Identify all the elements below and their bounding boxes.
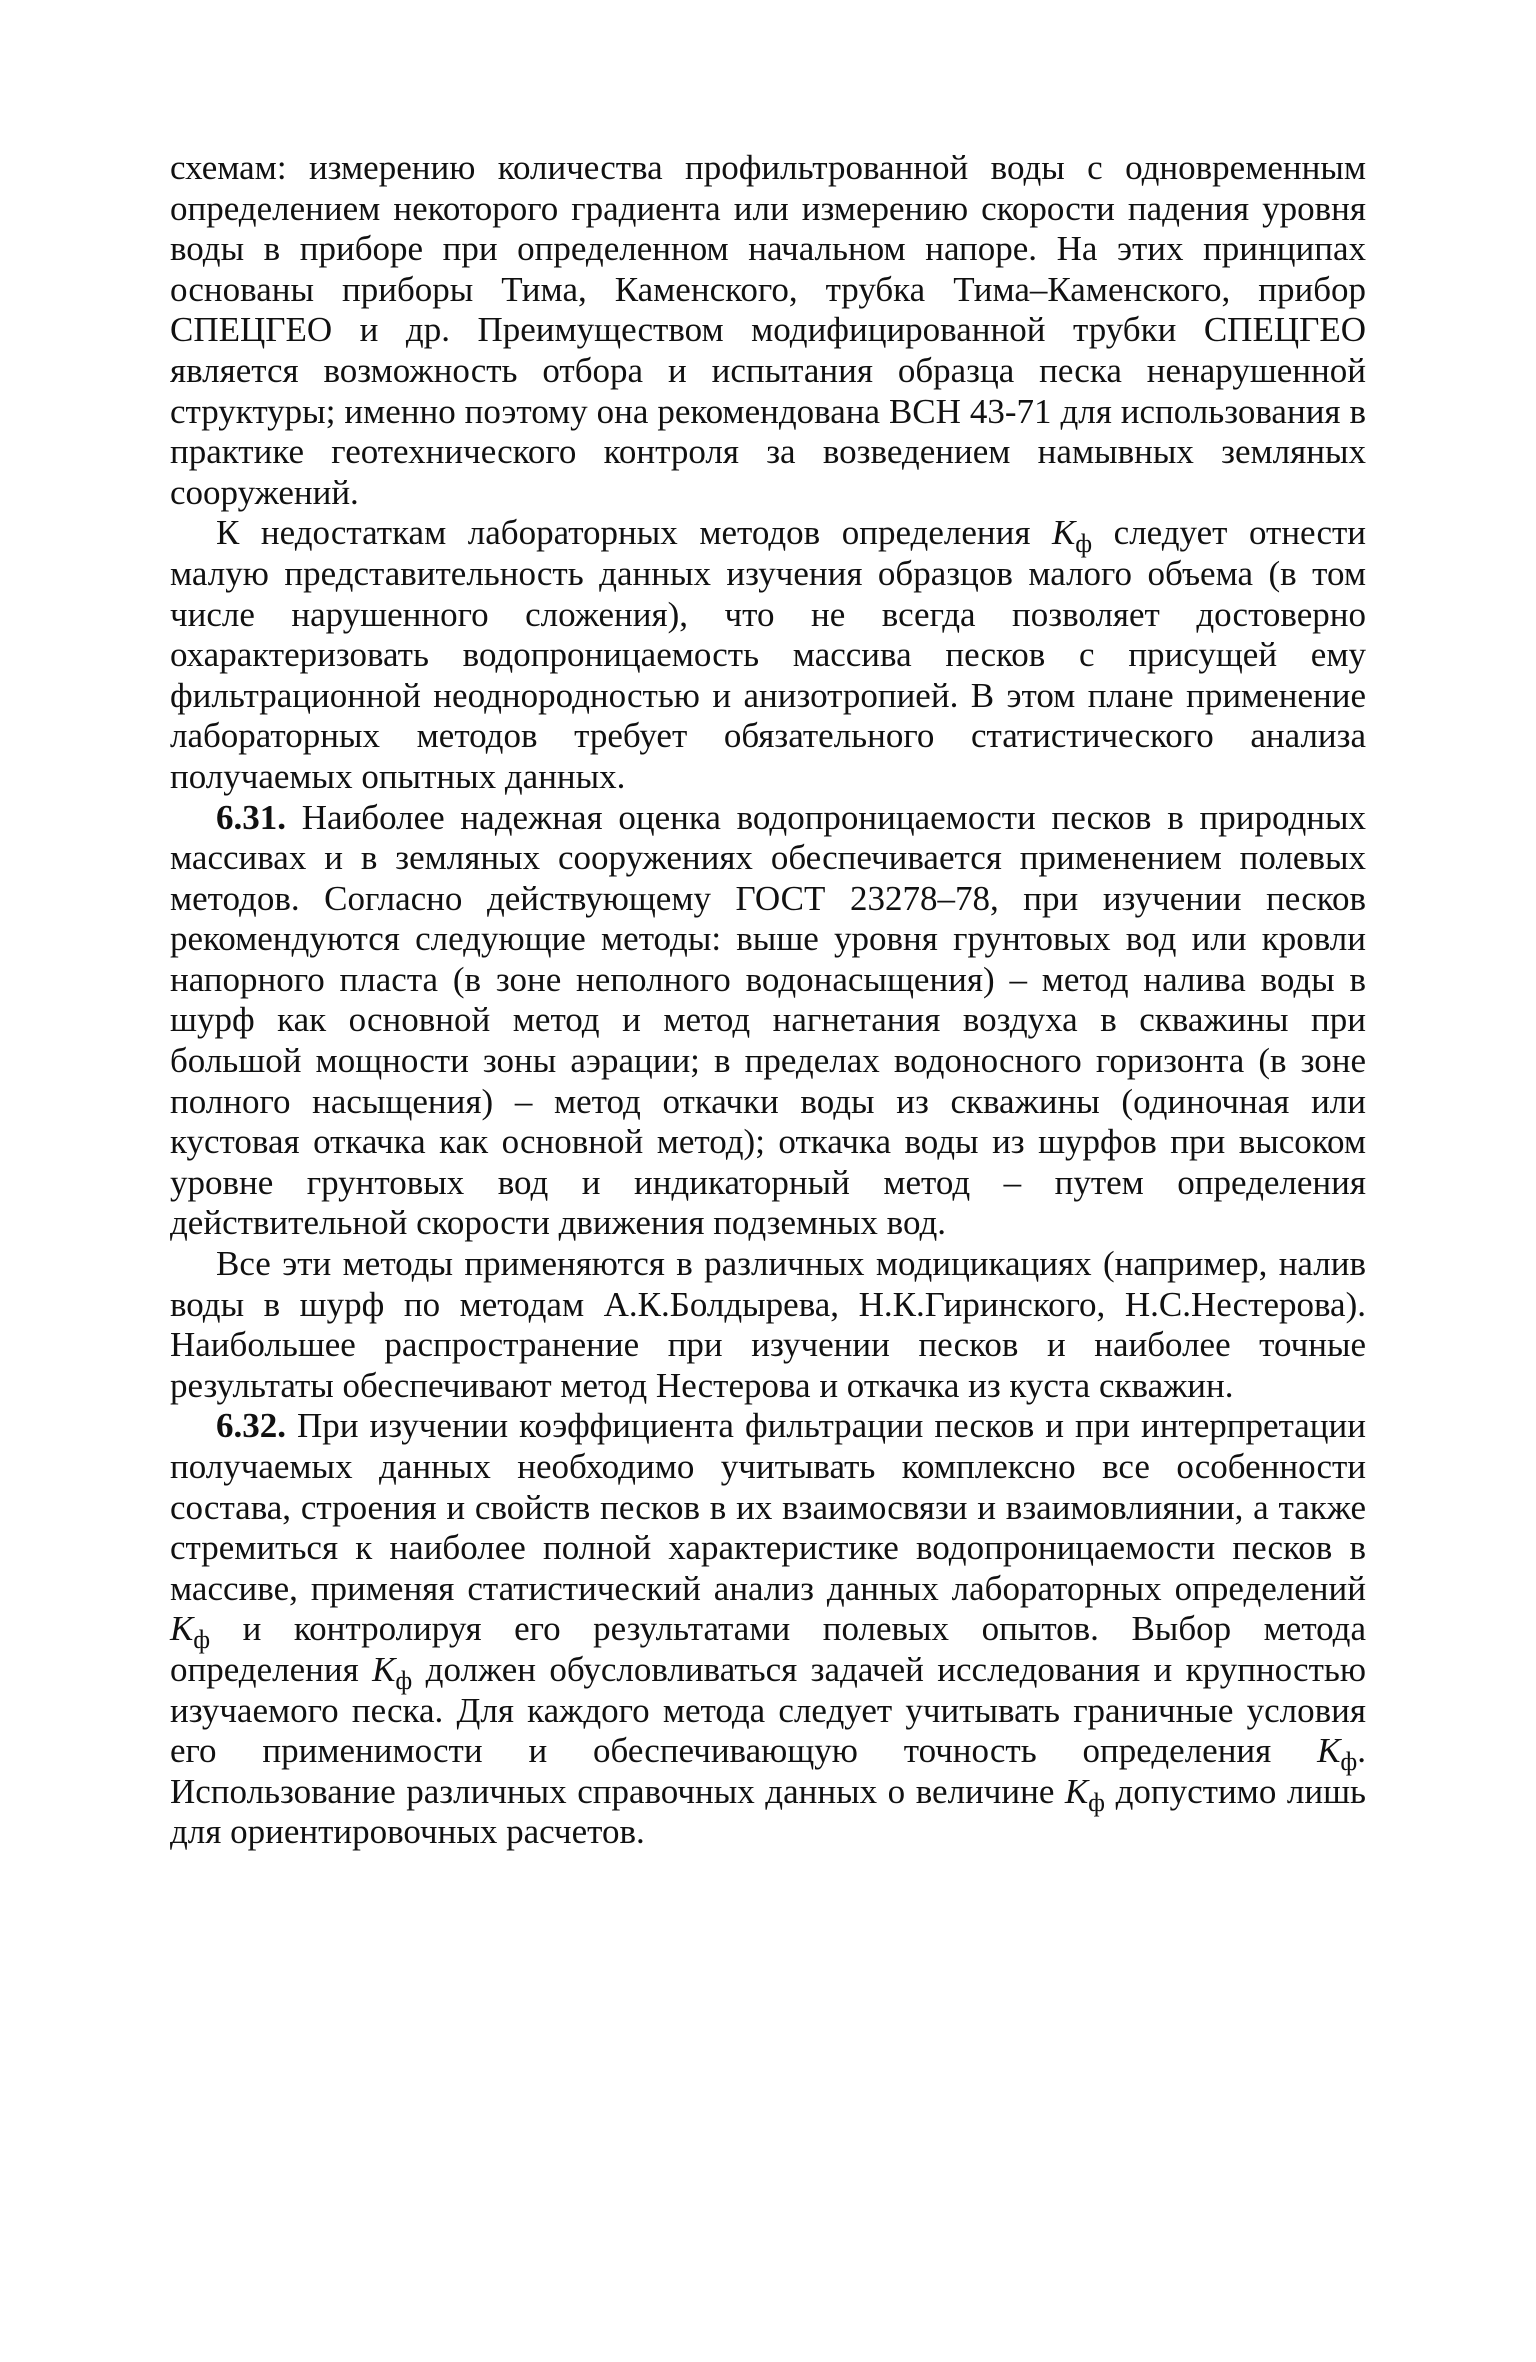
text-run: и контролируя его результатами полевых опытов. Выбор метода определения — [170, 1609, 1366, 1689]
symbol-letter: К — [1052, 513, 1076, 553]
section-number: 6.31. — [216, 797, 286, 837]
text-run: . Использование различных справочных данных о величине — [170, 1731, 1366, 1811]
text-run: Наиболее надежная оценка водопроницаемости песков в природных массивах и в земляных сооружениях обеспечивается применением полевых методов. Согласно действующему ГОСТ 23278–78, при изучении песков рекомендуются следующие методы: выше уровня грунтовых вод или кровли напорного пласта (в зоне неполного водонасыщения) – метод налива воды в шурф как основной метод и метод нагнетания воздуха в скважины при большой мощности зоны аэрации; в пределах водоносного горизонта (в зоне полного насыщения) – метод откачки воды из скважины (одиночная или кустовая откачка как основной метод); откачка воды из шурфов при высоком уровне грунтовых вод и индикаторный метод – путем определения действительной скорости движения подземных вод. — [170, 797, 1366, 1243]
text-run: должен обусловливаться задачей исследования и крупностью изучаемого песка. Для каждого метода следует учитывать граничные условия его применимости и обеспечивающую точность определения — [170, 1649, 1366, 1771]
text-run: Все эти методы применяются в различных модицикациях (например, налив воды в шурф по методам А.К.Болдырева, Н.К.Гиринского, Н.С.Нестерова). Наибольшее распространение при изучении песков и наиболее точные результаты обеспечивают метод Нестерова и откачка из куста скважин. — [170, 1244, 1366, 1405]
symbol-subscript: ф — [1340, 1747, 1358, 1777]
paragraph-p4 — [170, 1244, 1366, 1406]
symbol-subscript: ф — [193, 1625, 211, 1655]
symbol-subscript: ф — [1075, 529, 1093, 559]
paragraph-p1 — [170, 148, 1366, 513]
symbol-subscript: ф — [1088, 1787, 1106, 1817]
text-run: К недостаткам лабораторных методов определения — [216, 513, 1053, 553]
text-run: допустимо лишь для ориентировочных расчетов. — [170, 1771, 1366, 1852]
symbol-letter: К — [1317, 1731, 1341, 1771]
paragraph-p2 — [170, 513, 1366, 797]
paragraph-p5 — [170, 1406, 1366, 1853]
text-run: следует отнести малую представительность данных изучения образцов малого объема (в том числе нарушенного сложения), что не всегда позволяет достоверно охарактеризовать водопроницаемость массива песков с присущей ему фильтрационной неоднородностью и анизотропией. В этом плане применение лабораторных методов требует обязательного статистического анализа получаемых опытных данных. — [170, 513, 1367, 796]
document-page — [170, 148, 1366, 1853]
text-run: схемам: измерению количества профильтрованной воды с одновременным определением некоторого градиента или измерению скорости падения уровня воды в приборе при определенном начальном напоре. На этих принципах основаны приборы Тима, Каменского, трубка Тима–Каменского, прибор СПЕЦГЕО и др. Преимуществом модифицированной трубки СПЕЦГЕО является возможность отбора и испытания образца песка ненарушенной структуры; именно поэтому она рекомендована ВСН 43-71 для использования в практике геотехнического контроля за возведением намывных земляных сооружений. — [170, 148, 1366, 512]
symbol-letter: К — [372, 1649, 396, 1689]
section-number: 6.32. — [216, 1406, 286, 1446]
symbol-letter: К — [170, 1609, 194, 1649]
symbol-subscript: ф — [395, 1665, 413, 1695]
paragraph-p3 — [170, 798, 1366, 1245]
filtration-coefficient-symbol — [1317, 1731, 1358, 1777]
filtration-coefficient-symbol — [170, 1609, 211, 1655]
filtration-coefficient-symbol — [1064, 1771, 1106, 1817]
filtration-coefficient-symbol — [372, 1649, 413, 1695]
filtration-coefficient-symbol — [1052, 513, 1093, 559]
symbol-letter: К — [1064, 1771, 1089, 1811]
text-run: При изучении коэффициента фильтрации песков и при интерпретации получаемых данных необходимо учитывать комплексно все особенности состава, строения и свойств песков в их взаимосвязи и взаимовлиянии, а также стремиться к наиболее полной характеристике водопроницаемости песков в массиве, применяя статистический анализ данных лабораторных определений — [170, 1406, 1366, 1608]
